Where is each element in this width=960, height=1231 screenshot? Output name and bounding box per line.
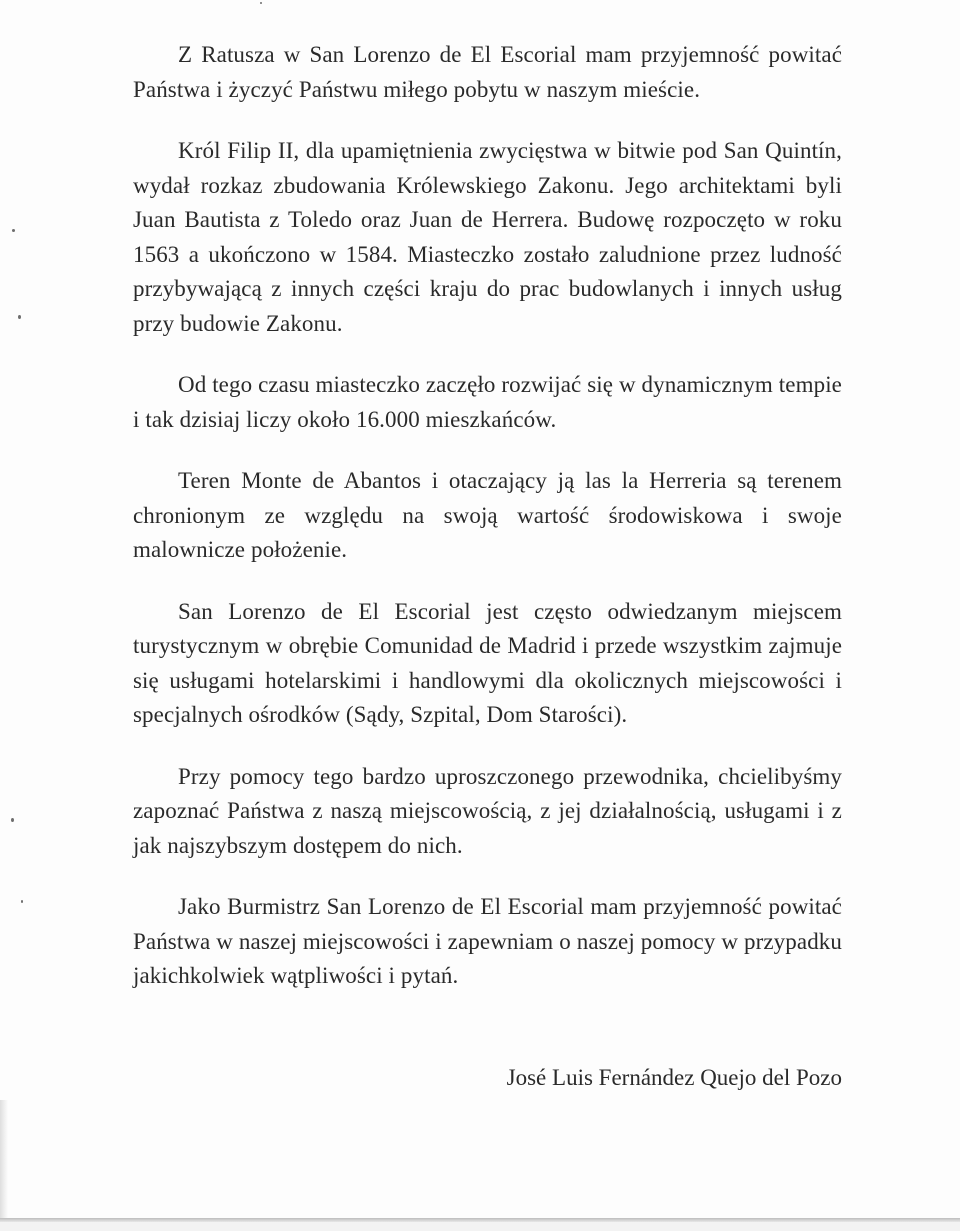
scan-speck	[260, 2, 262, 4]
scan-speck	[18, 315, 21, 319]
signature-name: José Luis Fernández Quejo del Pozo	[506, 1065, 842, 1090]
paragraph-nature: Teren Monte de Abantos i otaczający ją las la Herreria są terenem chronionym ze względu na swoją wartość środowiskowa i swoje malownicze położenie.	[133, 468, 842, 562]
scan-speck	[21, 900, 23, 903]
scan-bottom-shadow	[0, 1222, 960, 1231]
scan-speck	[12, 229, 15, 232]
paragraph-growth: Od tego czasu miasteczko zaczęło rozwijać się w dynamicznym tempie i tak dzisiaj liczy około 16.000 mieszkańców.	[133, 372, 842, 432]
scan-edge-shadow	[0, 1100, 8, 1231]
paragraph-mayor-greeting: Jako Burmistrz San Lorenzo de El Escorial mam przyjemność powitać Państwa w naszej miejscowości i zapewniam o naszej pomocy w przypadku jakichkolwiek wątpliwości i pytań.	[133, 894, 842, 988]
letter-body	[133, 38, 842, 994]
paragraph-welcome: Z Ratusza w San Lorenzo de El Escorial mam przyjemność powitać Państwa i życzyć Państwu miłego pobytu w naszym mieście.	[133, 42, 842, 102]
paragraph-tourism: San Lorenzo de El Escorial jest często odwiedzanym miejscem turystycznym w obrębie Comunidad de Madrid i przede wszystkim zajmuje się usługami hotelarskimi i handlowymi dla okolicznych miejscowości i specjalnych ośrodków (Sądy, Szpital, Dom Starości).	[133, 598, 842, 727]
scan-speck	[11, 818, 14, 822]
paragraph-history: Król Filip II, dla upamiętnienia zwycięstwa w bitwie pod San Quintín, wydał rozkaz zbudowania Królewskiego Zakonu. Jego architektami byli Juan Bautista z Toledo oraz Juan de Herrera. Budowę rozpoczęto w roku 1563 a ukończono w 1584. Miasteczko zostało zaludnione przez ludność przybywającą z innych części kraju do prac budowlanych i innych usług przy budowie Zakonu.	[133, 138, 842, 336]
paragraph-guide: Przy pomocy tego bardzo uproszczonego przewodnika, chcielibyśmy zapoznać Państwa z naszą miejscowością, z jej działalnością, usługami i z jak najszybszym dostępem do nich.	[133, 763, 842, 858]
